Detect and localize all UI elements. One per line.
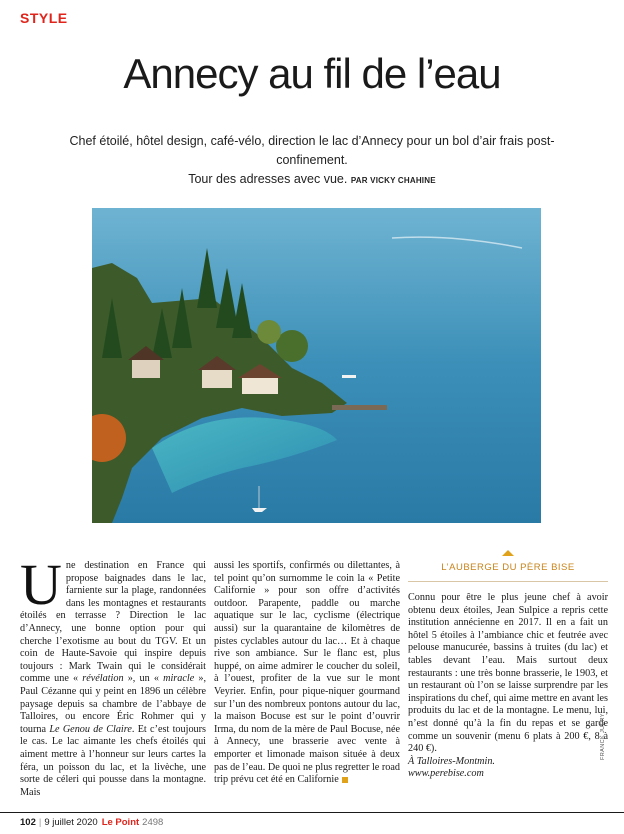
photo-credit: FRANCK JUERY [600,713,606,760]
issue-date: 9 juillet 2020 [44,817,98,828]
pier [332,405,387,410]
article-text: », Paul Cézanne qui y peint en 1896 un célèbre paysage depuis sa chambre de l’abbaye de Talloires, ou encore Éric Rohmer qui y tourna [20,673,207,735]
article-text: aussi les sportifs, confirmés ou dilettantes, à tel point qu’on surnomme le coin la « Petite Californie » pour son offre d’activités outdoor. Parapente, paddle ou marche aquatique sur le lac, cyclisme (électrique aussi) sur la quarantaine de kilomètres de pistes cyclables autour du lac… Et à chaque rive son ambiance. Sur le flanc est, plus huppé, on aime admirer le coucher du soleil, à l’ouest, profiter de la vue sur le mont Veyrier. Enfin, pour pique-niquer gourmand sur l’un des nombreux pontons autour du lac, la maison Bocuse est sur le point d’ouvrir Irma, du nom de la mère de Paul Bocuse, née à Annecy, une brasserie avec vente à emporter et limonade maison située à deux pas de l’eau. De quoi ne plus regretter le road trip prévu cet été en Californie [214,560,400,786]
article-column-2 [214,560,400,787]
lake-photo-illustration [92,208,541,523]
sidebar-website-link[interactable]: www.perebise.com [408,768,484,780]
issue-number: 2498 [142,817,164,828]
sidebar-body [408,592,608,781]
round-tree-2 [257,320,281,344]
standfirst-line-1: Chef étoilé, hôtel design, café-vélo, direction le lac d’Annecy pour un bol d’air frais post-confinement. [69,134,555,167]
lake-photo [92,208,541,523]
article-quote-revelation: révélation [82,673,124,685]
triangle-icon [502,550,514,556]
film-title: Le Genou de Claire [49,723,132,735]
magazine-name: Le Point [101,817,140,828]
moored-boat [342,375,356,378]
byline: PAR VICKY CHAHINE [350,176,436,185]
headline: Annecy au fil de l’eau [123,50,501,97]
article-text: », un « [123,673,164,685]
article-quote-miracle: miracle [163,673,195,685]
page-footer [0,812,624,834]
sidebar-text: Connu pour être le plus jeune chef à avoir obtenu deux étoiles, Jean Sulpice a repris cette institution annécienne en 2017. Il en a fait un hôtel 5 étoiles à l’ambiance chic et feutrée avec pelouse manucurée, bassins à truites (du lac) et tables devant l’eau. Mais surtout deux restaurants : une très bonne brasserie, le 1903, et un restaurant où l’on se laisse surprendre par les inspirations du chef, qui aime mettre en avant les produits du lac et de la montagne. Le menu, lui, n’est donné qu’à la fin du repas et se garde comme un souvenir (menu 6 plats à 200 €, 8 à 240 €). [408,592,609,755]
section-label: STYLE [20,10,68,26]
sidebar-title: L’AUBERGE DU PÈRE BISE [408,562,608,582]
dropcap: U [20,552,62,617]
end-of-article-mark [342,777,348,783]
page-number: 102 [20,817,36,828]
footer-separator: | [38,817,42,828]
standfirst [40,132,584,190]
standfirst-line-2 [40,170,584,190]
sidebar-box [408,550,608,781]
article-paragraph-2 [214,560,400,787]
sidebar-place: À Talloires-Montmin. [408,755,495,767]
article-column-1 [20,552,207,799]
round-tree [276,330,308,362]
article-text: ne destination en France qui propose baignades dans le lac, farniente sur la plage, randonnées dans les montagnes et restaurants étoilés en terrasse ? Direction le lac d’Annecy, une bonne option pour qui cherche l’exotisme au bout du TGV. Et un coin de Haute-Savoie qui inspire depuis toujours : Mark Twain qui le considérait comme une « [20,560,206,685]
standfirst-text: Tour des adresses avec vue. [188,172,348,186]
article-text: . Et c’est toujours le cas. Le lac aimante les chefs étoilés qui aiment mettre à l’honneur sur leurs cartes la féra, un poisson du lac, et la livèche, une sorte de céleri qui pousse dans la montagne. Mais [20,723,206,798]
